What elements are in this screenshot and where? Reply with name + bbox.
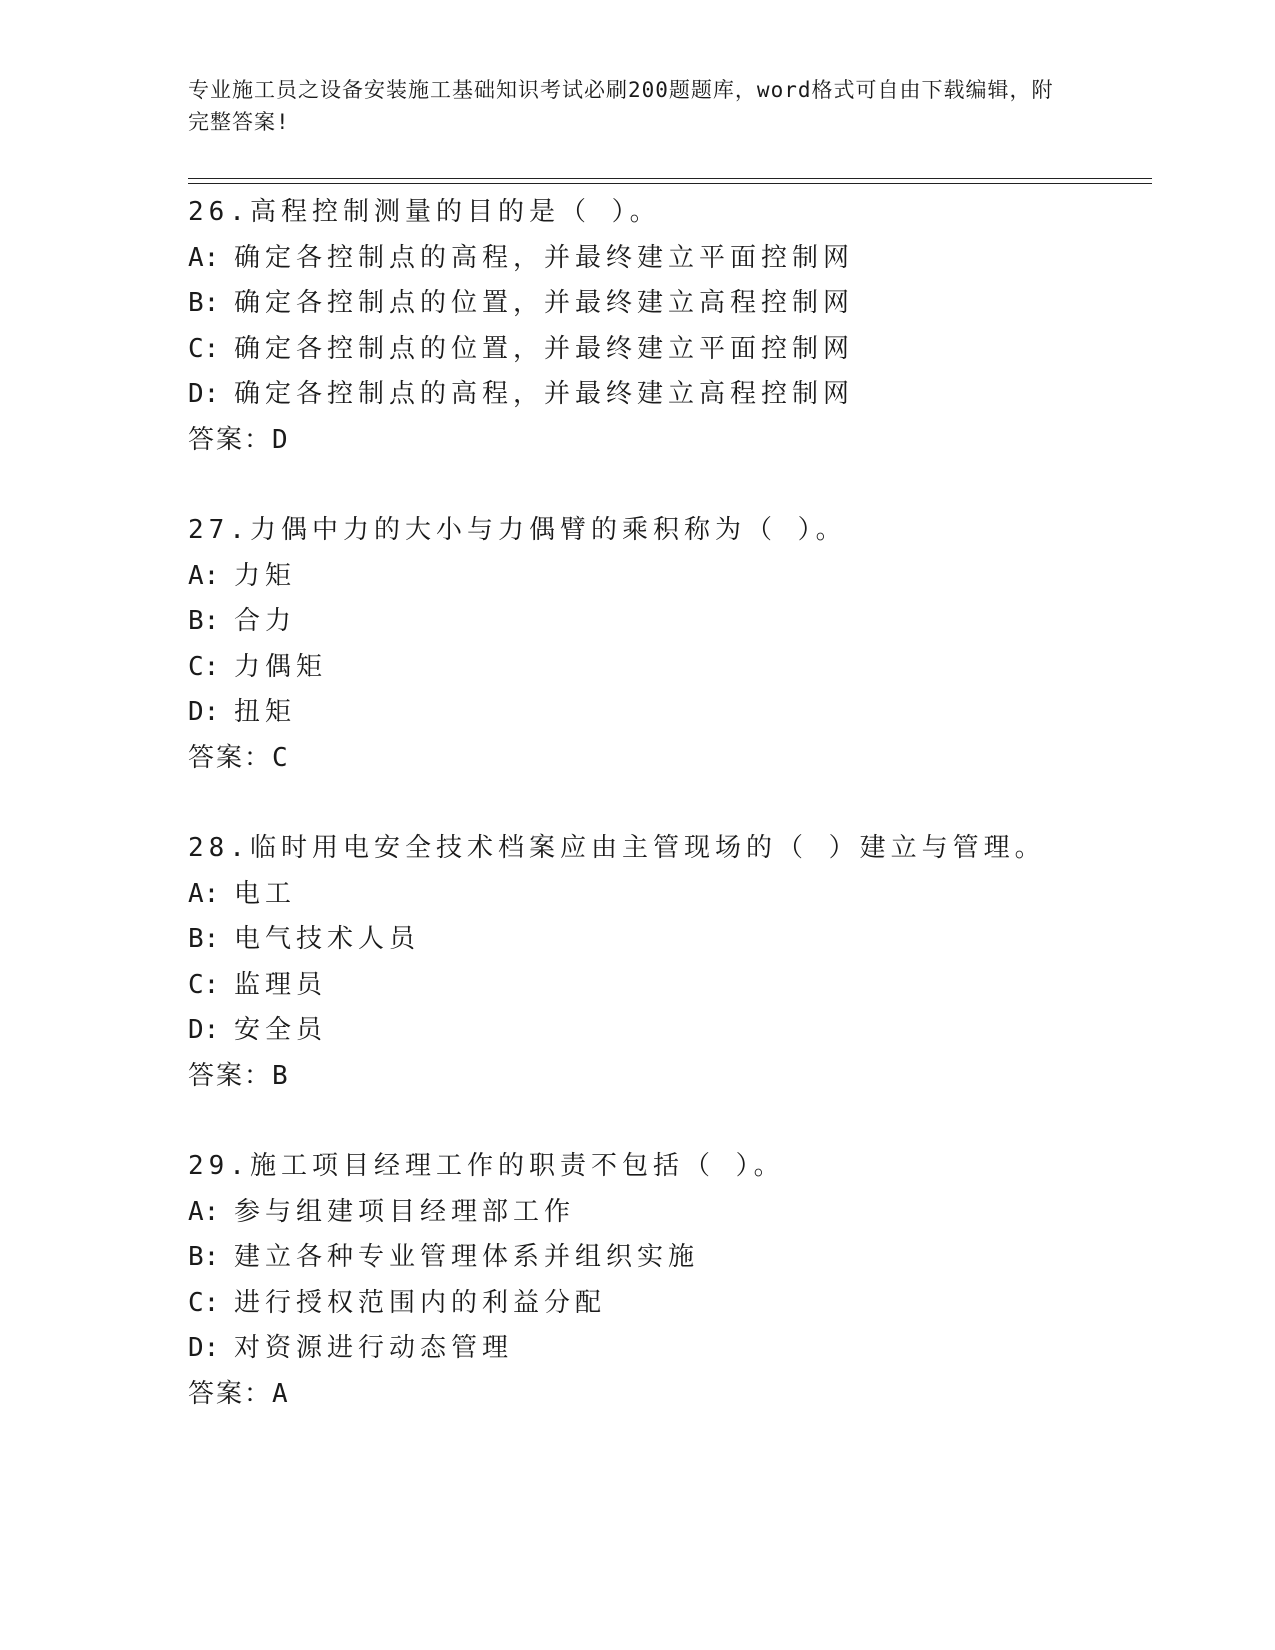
question-stem: 27.力偶中力的大小与力偶臂的乘积称为（ ）。	[188, 515, 847, 545]
option-key: C:	[188, 333, 220, 364]
option-b	[188, 917, 1148, 963]
option-text: 安全员	[234, 1015, 328, 1045]
option-b	[188, 599, 1148, 645]
question-block-27	[188, 508, 1148, 781]
option-key: C:	[188, 969, 220, 1000]
option-text: 进行授权范围内的利益分配	[234, 1287, 607, 1318]
option-key: B:	[188, 288, 220, 318]
option-text: 力矩	[234, 560, 297, 591]
header-divider-bottom	[188, 183, 1152, 184]
question-stem: 28.临时用电安全技术档案应由主管现场的（ ）建立与管理。	[188, 833, 1046, 863]
answer-line: 答案：B	[188, 1060, 290, 1091]
option-d	[188, 1326, 1148, 1372]
option-text: 建立各种专业管理体系并组织实施	[234, 1242, 700, 1272]
option-text: 确定各控制点的高程，并最终建立平面控制网	[234, 242, 855, 273]
option-text: 确定各控制点的位置，并最终建立高程控制网	[234, 288, 855, 318]
option-c	[188, 327, 1148, 373]
option-key: D:	[188, 1333, 220, 1363]
answer-line: 答案：C	[188, 742, 290, 773]
option-text: 电工	[234, 878, 297, 909]
option-d	[188, 690, 1148, 736]
option-d	[188, 372, 1148, 418]
option-text: 对资源进行动态管理	[234, 1333, 514, 1363]
option-key: B:	[188, 924, 220, 954]
question-stem: 26.高程控制测量的目的是（ ）。	[188, 197, 661, 227]
answer-line: 答案：D	[188, 424, 290, 455]
option-b	[188, 281, 1148, 327]
option-key: B:	[188, 1242, 220, 1272]
option-text: 电气技术人员	[234, 924, 421, 954]
option-b	[188, 1235, 1148, 1281]
option-key: C:	[188, 1287, 220, 1318]
document-header: 专业施工员之设备安装施工基础知识考试必刷200题题库，word格式可自由下载编辑，附完整答案!	[188, 78, 1054, 134]
option-text: 监理员	[234, 969, 328, 1000]
answer-line: 答案：A	[188, 1378, 290, 1409]
option-key: C:	[188, 651, 220, 682]
option-a	[188, 236, 1148, 282]
option-text: 确定各控制点的位置，并最终建立平面控制网	[234, 333, 855, 364]
option-key: D:	[188, 697, 220, 727]
option-a	[188, 872, 1148, 918]
question-block-28	[188, 826, 1148, 1099]
option-key: A:	[188, 1196, 220, 1227]
option-key: D:	[188, 379, 220, 409]
option-text: 力偶矩	[234, 651, 328, 682]
option-a	[188, 554, 1148, 600]
question-block-29	[188, 1144, 1148, 1417]
question-block-26	[188, 190, 1148, 463]
header-divider-top	[188, 178, 1152, 179]
option-text: 扭矩	[234, 697, 297, 727]
option-key: D:	[188, 1015, 220, 1045]
question-stem: 29.施工项目经理工作的职责不包括（ ）。	[188, 1151, 785, 1181]
option-a	[188, 1190, 1148, 1236]
option-text: 参与组建项目经理部工作	[234, 1196, 576, 1227]
option-text: 合力	[234, 606, 297, 636]
option-c	[188, 963, 1148, 1009]
option-text: 确定各控制点的高程，并最终建立高程控制网	[234, 379, 855, 409]
option-key: A:	[188, 878, 220, 909]
option-d	[188, 1008, 1148, 1054]
option-key: B:	[188, 606, 220, 636]
option-key: A:	[188, 560, 220, 591]
option-key: A:	[188, 242, 220, 273]
option-c	[188, 1281, 1148, 1327]
option-c	[188, 645, 1148, 691]
